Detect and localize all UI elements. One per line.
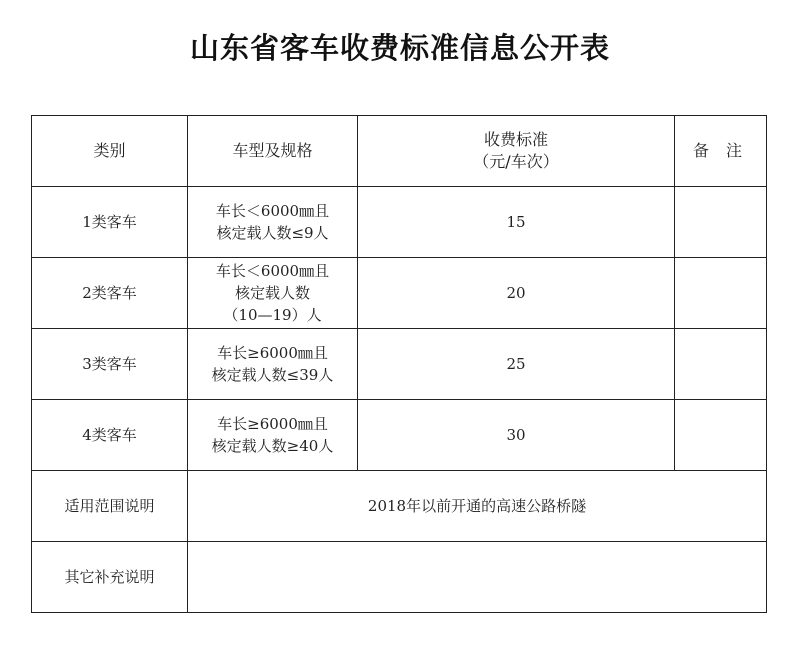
row-spec-line: 车长＜6000㎜且 bbox=[215, 262, 330, 280]
header-fee-line2: （元/车次） bbox=[473, 152, 559, 171]
scope-label: 适用范围说明 bbox=[32, 471, 188, 542]
row-spec-line: 核定载人数≥40人 bbox=[211, 437, 334, 455]
header-category: 类别 bbox=[32, 116, 188, 187]
header-fee bbox=[358, 116, 675, 187]
row-spec-line: 车长≥6000㎜且 bbox=[217, 344, 328, 362]
other-value bbox=[188, 542, 767, 613]
row-fee: 20 bbox=[358, 258, 675, 329]
row-spec bbox=[188, 187, 358, 258]
other-label: 其它补充说明 bbox=[32, 542, 188, 613]
scope-value: 2018年以前开通的高速公路桥隧 bbox=[188, 471, 767, 542]
row-category: 2类客车 bbox=[32, 258, 188, 329]
row-spec-line: （10—19）人 bbox=[223, 306, 322, 324]
table-row bbox=[32, 400, 767, 471]
table-row bbox=[32, 258, 767, 329]
row-remark bbox=[675, 258, 767, 329]
page-title: 山东省客车收费标准信息公开表 bbox=[189, 31, 610, 65]
table-row bbox=[32, 187, 767, 258]
header-model: 车型及规格 bbox=[188, 116, 358, 187]
scope-row bbox=[32, 471, 767, 542]
row-spec-line: 核定载人数 bbox=[234, 284, 310, 302]
row-fee: 30 bbox=[358, 400, 675, 471]
row-spec-line: 车长＜6000㎜且 bbox=[215, 202, 330, 220]
row-spec bbox=[188, 258, 358, 329]
header-fee-line1: 收费标准 bbox=[483, 130, 548, 149]
row-category: 3类客车 bbox=[32, 329, 188, 400]
other-row bbox=[32, 542, 767, 613]
row-spec bbox=[188, 329, 358, 400]
row-spec-line: 核定载人数≤9人 bbox=[216, 224, 329, 242]
row-category: 4类客车 bbox=[32, 400, 188, 471]
row-fee: 25 bbox=[358, 329, 675, 400]
row-fee: 15 bbox=[358, 187, 675, 258]
row-spec-line: 核定载人数≤39人 bbox=[211, 366, 334, 384]
fee-table bbox=[31, 115, 767, 613]
row-remark bbox=[675, 329, 767, 400]
row-category: 1类客车 bbox=[32, 187, 188, 258]
table-header-row bbox=[32, 116, 767, 187]
row-remark bbox=[675, 187, 767, 258]
row-spec bbox=[188, 400, 358, 471]
row-spec-line: 车长≥6000㎜且 bbox=[217, 415, 328, 433]
row-remark bbox=[675, 400, 767, 471]
table-row bbox=[32, 329, 767, 400]
header-remark: 备 注 bbox=[675, 116, 767, 187]
